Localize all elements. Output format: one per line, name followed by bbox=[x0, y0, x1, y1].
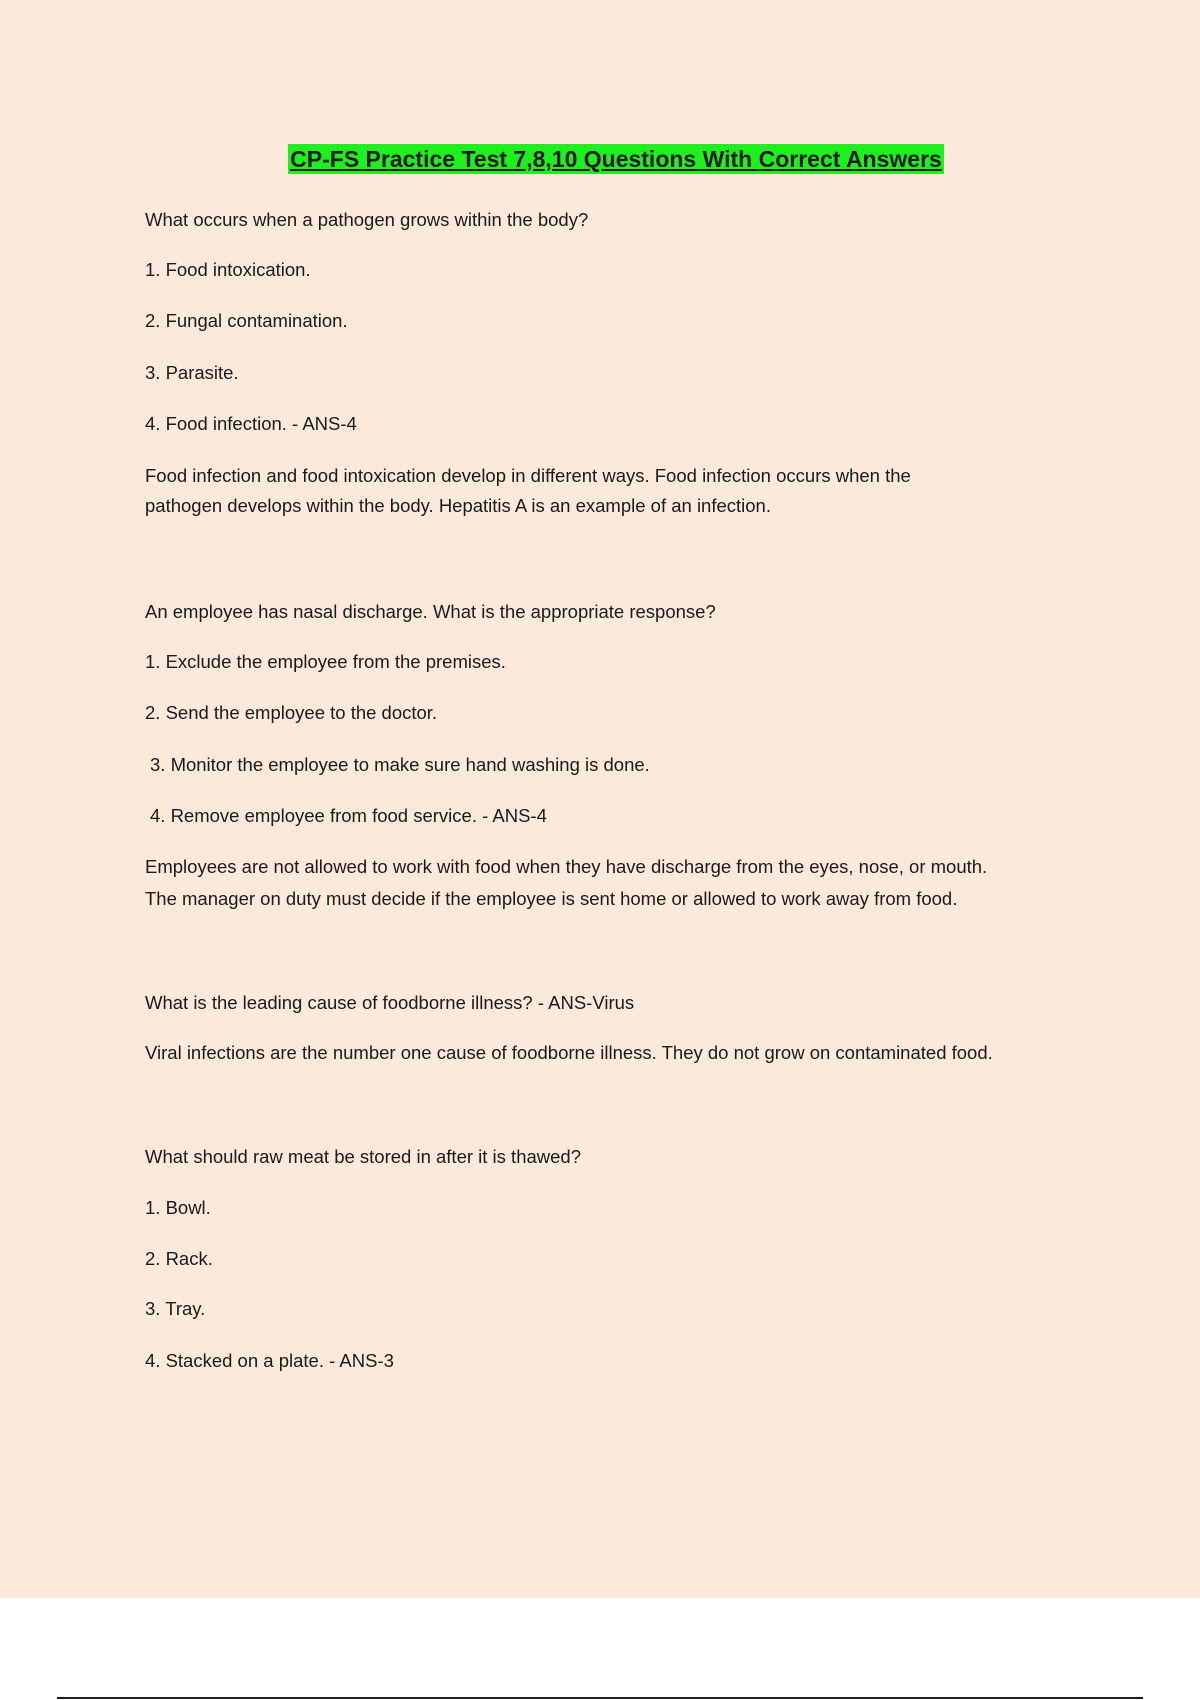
q2-option-1: 1. Exclude the employee from the premises. bbox=[145, 651, 506, 672]
q2-option-2: 2. Send the employee to the doctor. bbox=[145, 702, 438, 723]
q3-explanation-line-1: Viral infections are the number one cause of foodborne illness. They do not grow on contaminated food. bbox=[145, 1042, 993, 1063]
question-4: What should raw meat be stored in after it is thawed? bbox=[145, 1146, 581, 1167]
q2-explanation-line-1: Employees are not allowed to work with food when they have discharge from the eyes, nose, or mouth. bbox=[145, 856, 988, 877]
question-1: What occurs when a pathogen grows within the body? bbox=[145, 209, 589, 230]
q1-option-2: 2. Fungal contamination. bbox=[145, 310, 348, 331]
question-3: What is the leading cause of foodborne illness? - ANS-Virus bbox=[145, 992, 635, 1013]
q2-option-3: 3. Monitor the employee to make sure hand washing is done. bbox=[150, 754, 650, 775]
title-text: CP-FS Practice Test 7,8,10 Questions With Correct Answers bbox=[290, 146, 942, 172]
q4-option-3: 3. Tray. bbox=[145, 1298, 206, 1319]
document-title bbox=[0, 146, 1200, 173]
q1-option-4: 4. Food infection. - ANS-4 bbox=[145, 413, 357, 434]
q2-explanation-line-2: The manager on duty must decide if the employee is sent home or allowed to work away from food. bbox=[145, 888, 958, 909]
question-2: An employee has nasal discharge. What is the appropriate response? bbox=[145, 601, 716, 622]
q4-option-1: 1. Bowl. bbox=[145, 1197, 211, 1218]
q1-option-3: 3. Parasite. bbox=[145, 362, 239, 383]
q4-option-4: 4. Stacked on a plate. - ANS-3 bbox=[145, 1350, 394, 1371]
q1-option-1: 1. Food intoxication. bbox=[145, 259, 311, 280]
q1-explanation-line-1: Food infection and food intoxication develop in different ways. Food infection occurs when the bbox=[145, 465, 911, 486]
q4-option-2: 2. Rack. bbox=[145, 1248, 213, 1269]
page-bottom-rule bbox=[57, 1697, 1143, 1699]
q1-explanation-line-2: pathogen develops within the body. Hepatitis A is an example of an infection. bbox=[145, 495, 771, 516]
q2-option-4: 4. Remove employee from food service. - ANS-4 bbox=[150, 805, 547, 826]
